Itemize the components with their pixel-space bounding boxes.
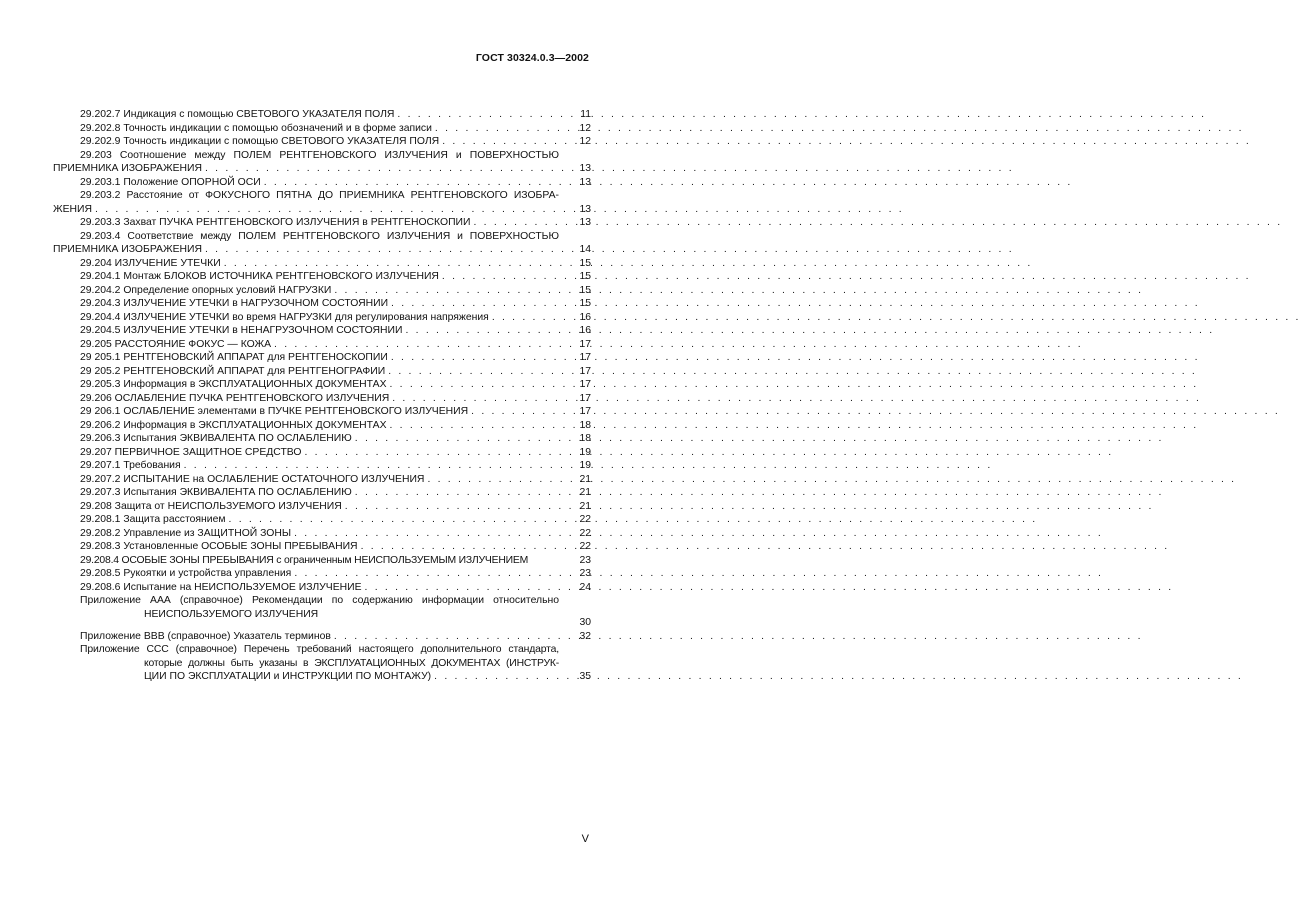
- leader-dots: [345, 500, 1154, 513]
- toc-entry-text: 29 205.2 РЕНТГЕНОВСКИЙ АППАРАТ для РЕНТГЕНОГРАФИИ: [80, 365, 386, 377]
- toc-entry[interactable]: [80, 419, 559, 432]
- toc-entry-text: 29.208.3 Установленные ОСОБЫЕ ЗОНЫ ПРЕБЫВАНИЯ: [80, 541, 358, 552]
- leader-dots: [205, 243, 1014, 256]
- toc-entry[interactable]: [80, 176, 559, 189]
- toc-page-number: 13: [579, 203, 591, 215]
- document-header: ГОСТ 30324.0.3—2002: [475, 52, 589, 64]
- leader-dots: [294, 567, 1103, 580]
- toc-entry-text: 29.204.5 ИЗЛУЧЕНИЕ УТЕЧКИ в НЕНАГРУЗОЧНОМ СОСТОЯНИИ: [80, 325, 403, 336]
- toc-entry-text: 29 206.1 ОСЛАБЛЕНИЕ элементами в ПУЧКЕ РЕНТГЕНОВСКОГО ИЗЛУЧЕНИЯ: [80, 406, 469, 417]
- toc-page-number: 12: [579, 122, 591, 134]
- leader-dots: [388, 365, 1197, 378]
- toc-entry-text: ПРИЕМНИКА ИЗОБРАЖЕНИЯ: [53, 163, 202, 174]
- toc-entry[interactable]: [80, 405, 559, 418]
- toc-entry[interactable]: [144, 608, 559, 621]
- toc-entry[interactable]: [80, 351, 559, 364]
- toc-page-number: 21: [579, 473, 591, 485]
- toc-entry-text: 29.208.4 ОСОБЫЕ ЗОНЫ ПРЕБЫВАНИЯ с ограниченным НЕИСПОЛЬЗУЕМЫМ ИЗЛУЧЕНИЕМ: [80, 554, 529, 566]
- toc-page-number: 17: [579, 379, 591, 390]
- toc-entry[interactable]: [80, 392, 559, 405]
- toc-page-number: 22: [579, 527, 591, 539]
- leader-dots: [405, 324, 1214, 337]
- toc-entry[interactable]: [80, 297, 559, 310]
- toc-page-number: 17: [579, 406, 591, 417]
- toc-entry-text: 29.204.2 Определение опорных условий НАГРУЗКИ: [80, 284, 332, 296]
- toc-page-number: 13: [579, 176, 591, 188]
- toc-entry[interactable]: [53, 203, 559, 216]
- toc-page-number: 17: [579, 338, 591, 350]
- toc-page-number: 21: [579, 500, 591, 512]
- leader-dots: [473, 216, 1282, 229]
- leader-dots: [397, 108, 1206, 121]
- toc-entry[interactable]: [144, 670, 559, 683]
- toc-page-number: 17: [579, 392, 591, 404]
- toc-entry[interactable]: [80, 630, 559, 643]
- toc-entry[interactable]: [80, 270, 559, 283]
- toc-entry-continued[interactable]: [80, 230, 559, 243]
- toc-entry-text: 29.205.3 Информация в ЭКСПЛУАТАЦИОННЫХ ДОКУМЕНТАХ: [80, 379, 387, 390]
- toc-entry-text: ЖЕНИЯ: [53, 203, 93, 215]
- toc-page-number: 11: [580, 109, 591, 120]
- leader-dots: [390, 378, 1199, 391]
- leader-dots: [205, 162, 1014, 175]
- toc-entry-text: 29.207 ПЕРВИЧНОЕ ЗАЩИТНОЕ СРЕДСТВО: [80, 446, 302, 458]
- toc-entry-text: 29.208 Защита от НЕИСПОЛЬЗУЕМОГО ИЗЛУЧЕНИЯ: [80, 500, 342, 512]
- toc-entry[interactable]: [80, 567, 559, 580]
- toc-entry-continued[interactable]: [80, 643, 559, 656]
- toc-entry[interactable]: [53, 243, 559, 256]
- toc-entry[interactable]: [80, 108, 559, 121]
- toc-entry[interactable]: [80, 459, 559, 472]
- toc-entry[interactable]: [80, 311, 559, 324]
- toc-entry-text: 29.203.3 Захват ПУЧКА РЕНТГЕНОВСКОГО ИЗЛУЧЕНИЯ в РЕНТГЕНОСКОПИИ: [80, 217, 471, 228]
- toc-page-number: 14: [579, 244, 591, 255]
- page-number-footer: V: [581, 833, 589, 845]
- leader-dots: [442, 270, 1251, 283]
- toc-entry[interactable]: [80, 513, 559, 526]
- toc-entry-text: 29.208.5 Рукоятки и устройства управления: [80, 568, 292, 579]
- toc-page-number: 35: [579, 671, 591, 682]
- toc-entry[interactable]: [80, 135, 559, 148]
- toc-entry-text: 29.203.4 Соответствие между ПОЛЕМ РЕНТГЕНОВСКОГО ИЗЛУЧЕНИЯ и ПОВЕРХНОСТЬЮ: [80, 230, 559, 242]
- toc-entry[interactable]: [80, 527, 559, 540]
- toc-entry[interactable]: [80, 554, 559, 567]
- toc-page-number: 18: [579, 419, 591, 431]
- toc-entry[interactable]: [80, 473, 559, 486]
- leader-dots: [442, 135, 1251, 148]
- leader-dots: [434, 670, 1243, 683]
- leader-dots: [334, 630, 1143, 643]
- toc-entry-continued[interactable]: [80, 189, 559, 202]
- toc-entry-text: 29.202.8 Точность индикации с помощью обозначений и в форме записи: [80, 122, 432, 134]
- toc-entry[interactable]: [80, 432, 559, 445]
- toc-entry-continued[interactable]: [80, 149, 559, 162]
- toc-page-number: 16: [579, 325, 591, 336]
- toc-page-number: 30: [579, 617, 591, 628]
- toc-entry-text: 29.202.7 Индикация с помощью СВЕТОВОГО УКАЗАТЕЛЯ ПОЛЯ: [80, 109, 395, 120]
- toc-entry-text: Приложение ССС (справочное) Перечень требований настоящего дополнительного стандарта,: [80, 644, 559, 655]
- leader-dots: [392, 392, 1201, 405]
- toc-entry-continued[interactable]: [144, 657, 559, 670]
- toc-page-number: 23: [579, 568, 591, 579]
- toc-entry[interactable]: [80, 257, 559, 270]
- leader-dots: [391, 351, 1200, 364]
- leader-dots: [365, 581, 1174, 594]
- leader-dots: [224, 257, 1033, 270]
- toc-entry[interactable]: [53, 162, 559, 175]
- toc-page-number: 19: [579, 446, 591, 458]
- leader-dots: [391, 297, 1200, 310]
- toc-entry-text: 29.208.1 Защита расстоянием: [80, 514, 226, 525]
- leader-dots: [304, 446, 1113, 459]
- leader-dots: [435, 122, 1244, 135]
- toc-entry-text: 29.207.3 Испытания ЭКВИВАЛЕНТА ПО ОСЛАБЛЕНИЮ: [80, 487, 352, 498]
- toc-entry-text: 29.206.3 Испытания ЭКВИВАЛЕНТА ПО ОСЛАБЛЕНИЮ: [80, 433, 352, 444]
- toc-entry-text: 29 205.1 РЕНТГЕНОВСКИЙ АППАРАТ для РЕНТГЕНОСКОПИИ: [80, 352, 388, 363]
- toc-page-number: 21: [579, 487, 591, 498]
- toc-entry-text: 29.202.9 Точность индикации с помощью СВЕТОВОГО УКАЗАТЕЛЯ ПОЛЯ: [80, 136, 440, 147]
- toc-entry[interactable]: [80, 338, 559, 351]
- toc-entry-text: 29.204.4 ИЗЛУЧЕНИЕ УТЕЧКИ во время НАГРУЗКИ для регулирования напряжения: [80, 311, 489, 323]
- leader-dots: [355, 432, 1164, 445]
- toc-entry[interactable]: [80, 446, 559, 459]
- leader-dots: [334, 284, 1143, 297]
- toc-page-number: 15: [579, 271, 591, 282]
- toc-entry[interactable]: [80, 486, 559, 499]
- toc-entry-text: 29.208.2 Управление из ЗАЩИТНОЙ ЗОНЫ: [80, 527, 292, 539]
- toc-page-number: 12: [579, 136, 591, 147]
- toc-page-number: 22: [579, 541, 591, 552]
- leader-dots: [264, 176, 1073, 189]
- toc-entry-text: 29.206.2 Информация в ЭКСПЛУАТАЦИОННЫХ ДОКУМЕНТАХ: [80, 419, 387, 431]
- toc-entry-text: 29.208.6 Испытание на НЕИСПОЛЬЗУЕМОЕ ИЗЛУЧЕНИЕ: [80, 581, 362, 593]
- toc-entry-text: 29.204.3 ИЗЛУЧЕНИЕ УТЕЧКИ в НАГРУЗОЧНОМ СОСТОЯНИИ: [80, 298, 389, 309]
- toc-entry-text: 29.203.1 Положение ОПОРНОЙ ОСИ: [80, 176, 261, 188]
- leader-dots: [355, 486, 1164, 499]
- leader-dots: [229, 513, 1038, 526]
- toc-entry-text: 29.203.2 Расстояние от ФОКУСНОГО ПЯТНА ДО ПРИЕМНИКА РЕНТГЕНОВСКОГО ИЗОБРА-: [80, 190, 559, 201]
- toc-page-number: 18: [579, 433, 591, 444]
- toc-page-number: 13: [579, 217, 591, 228]
- toc-entry-text: 29.204.1 Монтаж БЛОКОВ ИСТОЧНИКА РЕНТГЕНОВСКОГО ИЗЛУЧЕНИЯ: [80, 271, 439, 282]
- leader-dots: [471, 405, 1280, 418]
- toc-entry-text: которые должны быть указаны в ЭКСПЛУАТАЦИОННЫХ ДОКУМЕНТАХ (ИНСТРУК-: [144, 657, 559, 669]
- toc-entry[interactable]: [80, 500, 559, 513]
- leader-dots: [95, 203, 904, 216]
- leader-dots: [294, 527, 1103, 540]
- toc-entry-text: ЦИИ ПО ЭКСПЛУАТАЦИИ и ИНСТРУКЦИИ ПО МОНТАЖУ): [144, 671, 432, 682]
- toc-entry-text: 29.207.1 Требования: [80, 460, 181, 471]
- toc-page-number: 22: [579, 514, 591, 525]
- toc-entry-text: 29.203 Соотношение между ПОЛЕМ РЕНТГЕНОВСКОГО ИЗЛУЧЕНИЯ и ПОВЕРХНОСТЬЮ: [80, 149, 559, 161]
- toc-entry-text: 29.207.2 ИСПЫТАНИЕ на ОСЛАБЛЕНИЕ ОСТАТОЧНОГО ИЗЛУЧЕНИЯ: [80, 473, 425, 485]
- toc-page-number: 23: [579, 554, 591, 566]
- toc-entry-text: 29.206 ОСЛАБЛЕНИЕ ПУЧКА РЕНТГЕНОВСКОГО ИЗЛУЧЕНИЯ: [80, 392, 390, 404]
- toc-entry[interactable]: [80, 540, 559, 553]
- toc-entry-text: 29.204 ИЗЛУЧЕНИЕ УТЕЧКИ: [80, 257, 221, 269]
- leader-dots: [361, 540, 1170, 553]
- toc-page-number: 15: [579, 257, 591, 269]
- toc-entry-text: 29.205 РАССТОЯНИЕ ФОКУС — КОЖА: [80, 338, 272, 350]
- toc-page-number: 17: [579, 352, 591, 363]
- toc-page-number: 13: [579, 163, 591, 174]
- toc-page-number: 15: [579, 284, 591, 296]
- toc-entry-text: ПРИЕМНИКА ИЗОБРАЖЕНИЯ: [53, 244, 202, 255]
- toc-entry[interactable]: [80, 216, 559, 229]
- toc-entry-continued[interactable]: [80, 594, 559, 607]
- toc-entry[interactable]: [80, 378, 559, 391]
- leader-dots: [390, 419, 1199, 432]
- toc-entry[interactable]: [80, 122, 559, 135]
- toc-page-number: 17: [579, 365, 591, 377]
- toc-entry[interactable]: [80, 284, 559, 297]
- toc-page-number: 16: [579, 311, 591, 323]
- toc-page-number: 15: [579, 298, 591, 309]
- toc-page-number: 19: [579, 460, 591, 471]
- toc-entry[interactable]: [80, 324, 559, 337]
- leader-dots: [492, 311, 1301, 324]
- toc-entry-text: Приложение ААА (справочное) Рекомендации по содержанию информации относительно: [80, 595, 559, 606]
- leader-dots: [274, 338, 1083, 351]
- toc-page-number: 32: [579, 630, 591, 642]
- leader-dots: [427, 473, 1236, 486]
- toc-entry-text: НЕИСПОЛЬЗУЕМОГО ИЗЛУЧЕНИЯ: [144, 608, 319, 620]
- toc-entry-text: Приложение ВВВ (справочное) Указатель терминов: [80, 630, 331, 642]
- toc-entry[interactable]: [80, 581, 559, 594]
- toc-page-number: 24: [579, 581, 591, 593]
- toc-entry[interactable]: [80, 365, 559, 378]
